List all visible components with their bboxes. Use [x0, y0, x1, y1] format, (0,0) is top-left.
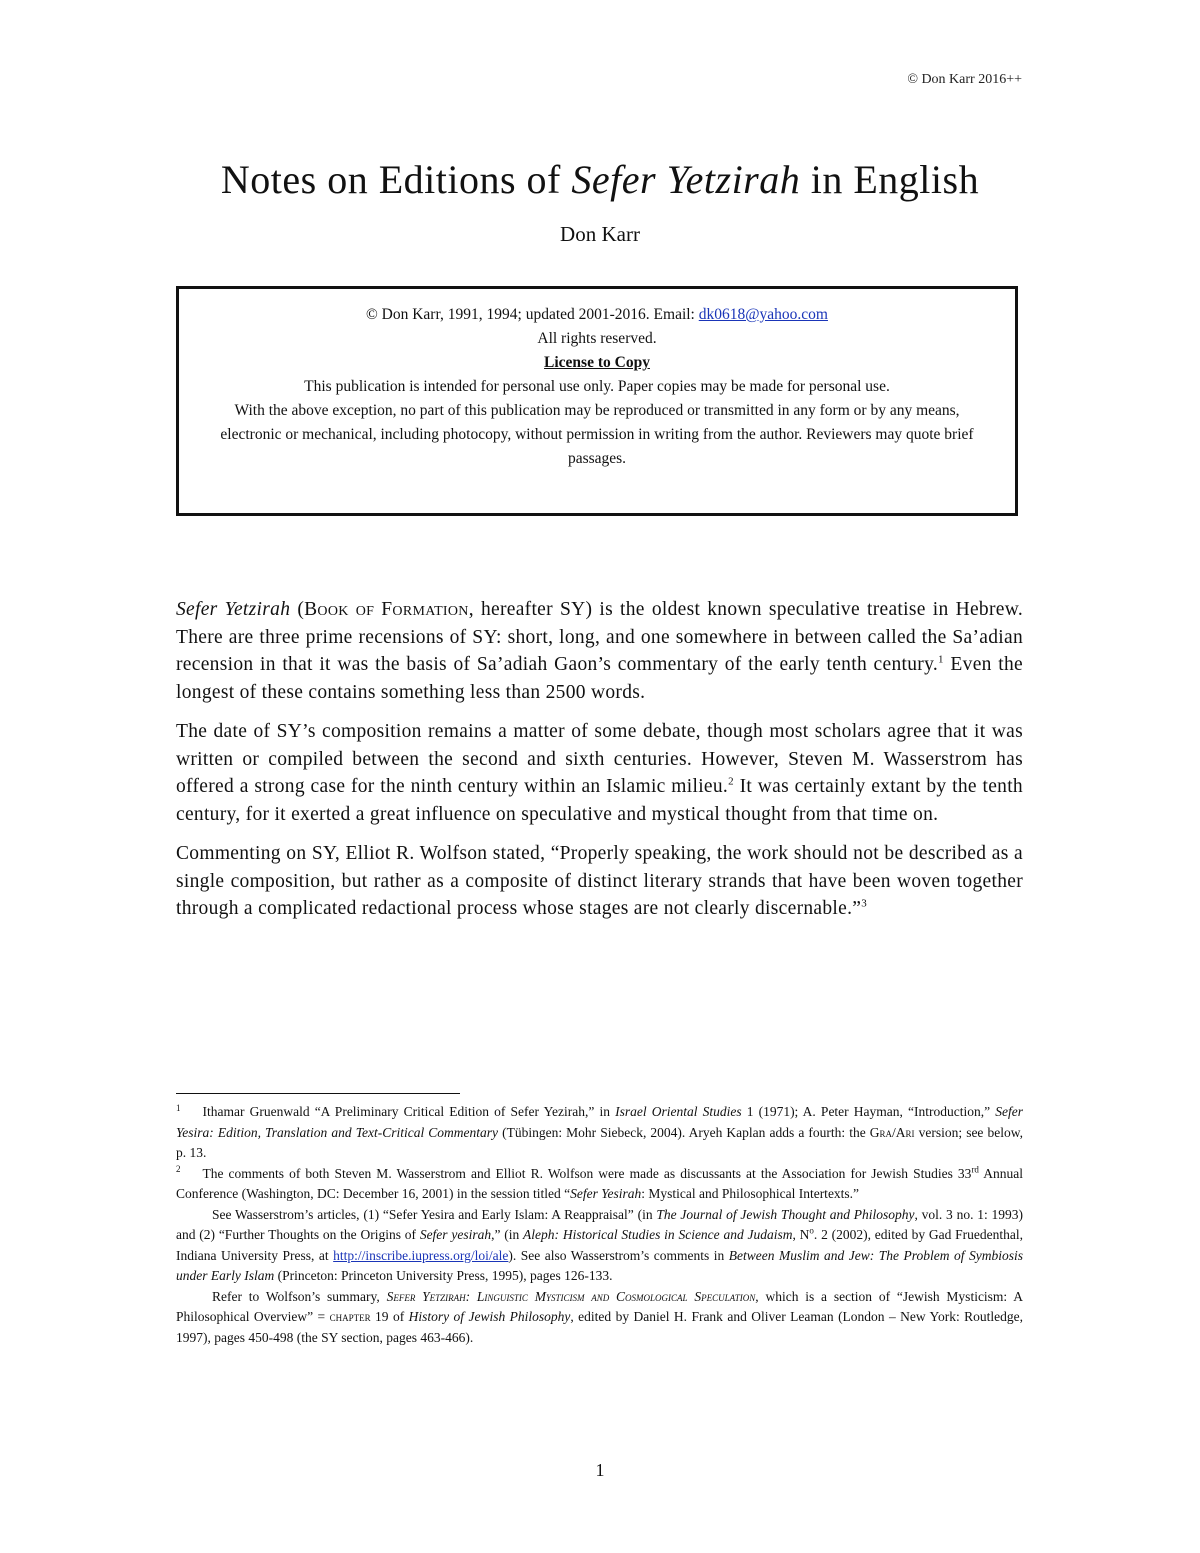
body-text — [176, 596, 1023, 935]
footnotes — [176, 1102, 1023, 1348]
license-restrictions: With the above exception, no part of this publication may be reproduced or transmitted in any form or by any means, electronic or mechanical, including photocopy, without permission in writing from the author. Reviewers may quote brief passages. — [220, 402, 974, 467]
fn1-italic-2: Sefer Yesira: Edition, Translation and Text-Critical Commentary — [176, 1104, 1023, 1140]
footnote-mark-1: 1 — [176, 1102, 181, 1113]
fn2-text-b: Annual Conference (Washington, DC: December 16, 2001) in the session titled “ — [176, 1165, 1024, 1201]
license-personal-use: This publication is intended for personal use only. Paper copies may be made for personal use. — [304, 378, 890, 395]
fn2c-text-b: , which is a section of “Jewish Mysticism: A Philosophical Overview” = — [176, 1288, 1023, 1324]
fn1-text-b: 1 (1971); A. Peter Hayman, “Introduction,” — [741, 1104, 996, 1119]
license-copyright-line — [179, 303, 1015, 327]
fn1-text-c: (Tübingen: Mohr Siebeck, 2004). Aryeh Kaplan adds a fourth: the — [498, 1124, 870, 1140]
footnote-2 — [176, 1164, 1023, 1205]
p1-small-caps: Book of Formation — [304, 599, 469, 620]
fn2b-text-c: ,” (in — [491, 1227, 524, 1242]
fn2-text-a: The comments of both Steven M. Wasserstrom and Elliot R. Wolfson were made as discussants at the Association for Jewish Studies 33 — [202, 1165, 972, 1181]
fn2b-italic-2: Sefer yesirah — [419, 1227, 492, 1242]
fn1-text-d: version; see below, p. 13. — [176, 1124, 1023, 1160]
footnote-mark-2: 2 — [176, 1164, 181, 1174]
footnote-ref-3[interactable]: 3 — [861, 897, 868, 910]
document-title — [0, 156, 1200, 203]
fn2b-text-d: , N — [792, 1227, 810, 1242]
p3-text-a: Commenting on SY, Elliot R. Wolfson stated, “Properly speaking, the work should not be described as a single composition, but rather as a composite of distinct literary strands that have been woven together through a complicated redactional process whose stages are not clearly discernable.” — [176, 843, 1023, 919]
footnote-2-refer — [176, 1287, 1023, 1349]
author-name: Don Karr — [560, 222, 640, 246]
paragraph-3 — [176, 840, 1023, 923]
footnote-ref-1[interactable]: 1 — [938, 653, 944, 666]
fn2-text-c: : Mystical and Philosophical Intertexts.” — [641, 1186, 860, 1201]
p1-text-c: Even the longest of these contains something less than 2500 words. — [176, 654, 1023, 703]
paragraph-1 — [176, 596, 1023, 706]
fn1-italic-1: Israel Oriental Studies — [615, 1104, 742, 1119]
header-copyright: © Don Karr 2016++ — [907, 72, 1022, 87]
footnote-separator — [176, 1093, 460, 1094]
fn2-italic-1: Sefer Yesirah — [570, 1186, 642, 1201]
iupress-link[interactable]: http://inscribe.iupress.org/loi/ale — [333, 1247, 509, 1263]
paragraph-2 — [176, 718, 1023, 828]
fn2b-text-g: (Princeton: Princeton University Press, 1995), pages 126-133. — [274, 1268, 613, 1283]
title-post: in English — [800, 157, 980, 202]
fn2b-italic-3: Aleph: Historical Studies in Science and Judaism — [523, 1227, 793, 1242]
p2-text-b: It was certainly extant by the tenth century, for it exerted a great influence on speculative and mystical thought from that time on. — [176, 776, 1023, 825]
fn2c-italic-1: History of Jewish Philosophy — [408, 1309, 571, 1324]
fn2b-text-f: ). See also Wasserstrom’s comments in — [508, 1247, 729, 1263]
license-box — [176, 286, 1018, 516]
fn2b-text-a: See Wasserstrom’s articles, (1) “Sefer Yesira and Early Islam: A Reappraisal” (in — [212, 1206, 657, 1222]
fn1-text-a: Ithamar Gruenwald “A Preliminary Critical Edition of Sefer Yezirah,” in — [202, 1104, 616, 1119]
p2-text-a: The date of SY’s composition remains a matter of some debate, though most scholars agree that it was written or compiled between the second and sixth centuries. However, Steven M. Wasserstrom has offered a strong case for the ninth century within an Islamic milieu. — [176, 721, 1023, 797]
footnote-2-continued — [176, 1205, 1023, 1287]
license-copyright-text: © Don Karr, 1991, 1994; updated 2001-2016. Email: — [366, 306, 699, 323]
fn2b-italic-4: Between Muslim and Jew: The Problem of Symbiosis under Early Islam — [176, 1247, 1024, 1283]
p1-text-a: ( — [290, 599, 305, 620]
fn2c-small-caps-1: Sefer Yetzirah: Linguistic Mysticism and Cosmological Speculation — [386, 1288, 756, 1304]
fn2b-italic-1: The Journal of Jewish Thought and Philosophy — [656, 1206, 915, 1222]
title-italic: Sefer Yetzirah — [571, 157, 801, 202]
footnote-1 — [176, 1102, 1023, 1164]
p1-text-b: , hereafter SY) is the oldest known speculative treatise in Hebrew. There are three prime recensions of SY: short, long, and one somewhere in between called the Sa’adian recension in that it was the basis of Sa’adiah Gaon’s commentary of the early tenth century. — [176, 599, 1023, 675]
fn2b-text-e: . 2 (2002), edited by Gad Fruedenthal, Indiana University Press, at — [176, 1227, 1023, 1263]
fn2b-text-b: , vol. 3 no. 1: 1993) and (2) “Further Thoughts on the Origins of — [176, 1206, 1023, 1242]
footnote-ref-2[interactable]: 2 — [728, 775, 734, 788]
title-pre: Notes on Editions of — [220, 157, 572, 202]
fn2-superscript: rd — [971, 1164, 979, 1174]
fn2b-superscript: o — [809, 1225, 814, 1236]
page-number: 1 — [595, 1460, 605, 1480]
email-link[interactable]: dk0618@yahoo.com — [698, 306, 828, 323]
fn2c-small-caps-2: chapter 19 — [329, 1309, 389, 1324]
fn2c-text-a: Refer to Wolfson’s summary, — [212, 1288, 387, 1304]
fn1-small-caps: Gra/Ari — [869, 1124, 915, 1140]
license-rights-line: All rights reserved. — [537, 330, 657, 347]
fn2c-text-d: , edited by Daniel H. Frank and Oliver Leaman (London – New York: Routledge, 1997), pages 450-498 (the SY section, pages 463-466). — [176, 1309, 1023, 1345]
license-heading: License to Copy — [544, 354, 650, 371]
p1-italic: Sefer Yetzirah — [176, 599, 291, 620]
fn2c-text-c: of — [388, 1309, 409, 1324]
